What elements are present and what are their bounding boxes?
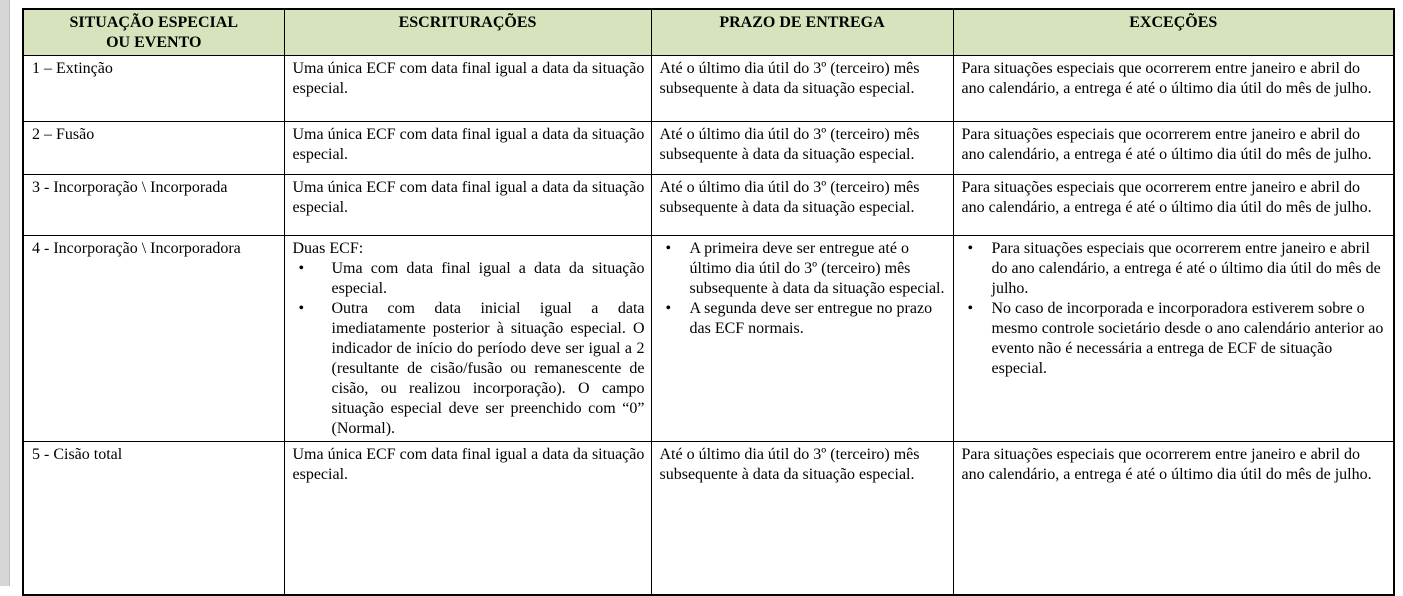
event-label: 2 – Fusão: [32, 126, 95, 143]
list-item: [666, 299, 947, 339]
escrituracoes-intro: Duas ECF:: [292, 240, 364, 257]
header-situacao-line2: OU EVENTO: [106, 34, 202, 51]
bullet-text: Para situações especiais que ocorrerem entre janeiro e abril do ano calendário, a entrega é até o último dia útil do mês de julho.: [991, 240, 1381, 297]
excecoes-text: Para situações especiais que ocorrerem entre janeiro e abril do ano calendário, a entrega é até o último dia útil do mês de julho.: [961, 60, 1372, 97]
cell-prazo: [651, 175, 953, 236]
table-row-extincao: [23, 56, 1394, 122]
prazo-text: Até o último dia útil do 3º (terceiro) mês subsequente à data da situação especial.: [659, 126, 920, 163]
cell-escrituracoes: [284, 122, 651, 175]
header-cell-excecoes: EXCEÇÕES: [953, 9, 1394, 56]
list-item: [299, 259, 645, 299]
header-cell-situacao: [23, 9, 284, 56]
cell-event: [23, 236, 284, 442]
bullet-text: No caso de incorporada e incorporadora estiverem sobre o mesmo controle societário desde o ano calendário anterior ao evento não é necessária a entrega de ECF de situação especial.: [991, 300, 1384, 377]
list-item: [968, 299, 1388, 379]
ecf-situations-table: [22, 8, 1395, 596]
bullet-text: Uma com data final igual a data da situação especial.: [331, 260, 645, 297]
excecoes-text: Para situações especiais que ocorrerem entre janeiro e abril do ano calendário, a entrega é até o último dia útil do mês de julho.: [961, 126, 1372, 163]
escrituracoes-bullet-list: [293, 259, 645, 439]
escrituracoes-text: Uma única ECF com data final igual a data da situação especial.: [292, 126, 645, 163]
cell-event: [23, 442, 284, 595]
excecoes-text: Para situações especiais que ocorrerem entre janeiro e abril do ano calendário, a entrega é até o último dia útil do mês de julho.: [961, 446, 1372, 483]
cell-escrituracoes: [284, 56, 651, 122]
header-situacao-line1: SITUAÇÃO ESPECIAL: [69, 14, 238, 31]
bullet-text: A primeira deve ser entregue até o último dia útil do 3º (terceiro) mês subsequente à data da situação especial.: [689, 240, 945, 297]
header-cell-prazo: PRAZO DE ENTREGA: [651, 9, 953, 56]
cell-prazo: [651, 122, 953, 175]
excecoes-text: Para situações especiais que ocorrerem entre janeiro e abril do ano calendário, a entrega é até o último dia útil do mês de julho.: [961, 179, 1372, 216]
cell-event: [23, 122, 284, 175]
escrituracoes-text: Uma única ECF com data final igual a data da situação especial.: [292, 179, 645, 216]
prazo-text: Até o último dia útil do 3º (terceiro) mês subsequente à data da situação especial.: [659, 179, 920, 216]
bullet-icon: •: [967, 300, 974, 317]
event-label: 5 - Cisão total: [32, 446, 123, 463]
bullet-text: A segunda deve ser entregue no prazo das ECF normais.: [689, 300, 933, 337]
cell-event: [23, 175, 284, 236]
bullet-icon: •: [298, 260, 305, 277]
bullet-icon: •: [298, 300, 305, 317]
document-page: [22, 8, 1395, 596]
cell-escrituracoes: [284, 175, 651, 236]
cell-escrituracoes: [284, 442, 651, 595]
prazo-text: Até o último dia útil do 3º (terceiro) mês subsequente à data da situação especial.: [659, 446, 920, 483]
prazo-text: Até o último dia útil do 3º (terceiro) mês subsequente à data da situação especial.: [659, 60, 920, 97]
list-item: [299, 299, 645, 439]
list-item: [968, 239, 1388, 299]
event-label: 4 - Incorporação \ Incorporadora: [32, 240, 241, 257]
bullet-text: Outra com data inicial igual a data imediatamente posterior à situação especial. O indicador de início do período deve ser igual a 2 (resultante de cisão/fusão ou remanescente de cisão, ou realizou incorporação). O campo situação especial deve ser preenchido com “0” (Normal).: [331, 300, 645, 437]
cell-event: [23, 56, 284, 122]
cell-excecoes: [953, 122, 1394, 175]
header-row: [23, 9, 1394, 56]
cell-excecoes: [953, 442, 1394, 595]
escrituracoes-text: Uma única ECF com data final igual a data da situação especial.: [292, 60, 645, 97]
event-label: 3 - Incorporação \ Incorporada: [32, 179, 228, 196]
bullet-icon: •: [967, 240, 974, 257]
cell-excecoes: [953, 236, 1394, 442]
page-left-gutter: [0, 0, 10, 586]
cell-prazo: [651, 56, 953, 122]
table-row-incorporada: [23, 175, 1394, 236]
cell-escrituracoes: [284, 236, 651, 442]
table-row-cisao-total: [23, 442, 1394, 595]
escrituracoes-text: Uma única ECF com data final igual a data da situação especial.: [292, 446, 645, 483]
bullet-icon: •: [665, 240, 672, 257]
cell-excecoes: [953, 175, 1394, 236]
table-row-fusao: [23, 122, 1394, 175]
cell-excecoes: [953, 56, 1394, 122]
table-row-incorporadora: [23, 236, 1394, 442]
header-cell-escrituracoes: ESCRITURAÇÕES: [284, 9, 651, 56]
cell-prazo: [651, 236, 953, 442]
event-label: 1 – Extinção: [32, 60, 113, 77]
list-item: [666, 239, 947, 299]
bullet-icon: •: [665, 300, 672, 317]
cell-prazo: [651, 442, 953, 595]
prazo-bullet-list: [660, 239, 947, 339]
excecoes-bullet-list: [962, 239, 1388, 379]
